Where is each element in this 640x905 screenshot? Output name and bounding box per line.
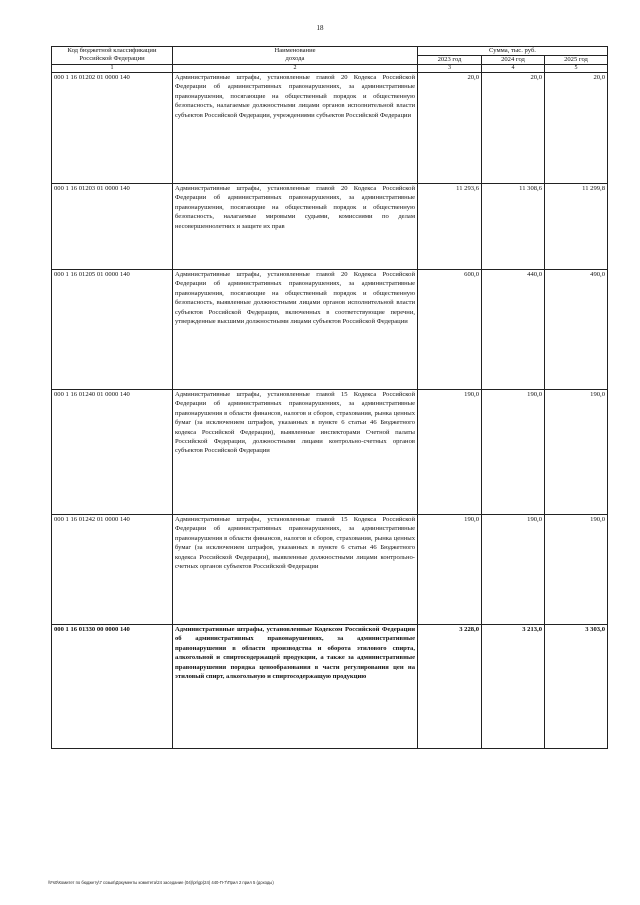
- row-amount-2023: 190,0: [418, 390, 482, 515]
- row-name: Административные штрафы, установленные главой 20 Кодекса Российской Федерации об административных правонарушениях, за административные правонарушения, посягающие на общественный порядок и общественную безопасность, выявленные должностными лицами органов исполнительной власти субъектов Российской Федерации, включенных в соответствующие перечни, утвержденные высшими должностными лицами субъектов Российской Федерации: [173, 270, 418, 390]
- header-year-2024: 2024 год: [482, 56, 545, 65]
- row-amount-2024: 11 308,6: [482, 184, 545, 270]
- table-row: [52, 390, 608, 515]
- table-header-row: [52, 47, 608, 56]
- column-index: 4: [482, 65, 545, 73]
- header-name-line2: дохода: [285, 55, 305, 63]
- row-name: Административные штрафы, установленные главой 20 Кодекса Российской Федерации об административных правонарушениях, за административные правонарушения, посягающие на общественный порядок и общественную безопасность, налагаемые должностными лицами органов исполнительной власти субъектов Российской Федерации, учреждениями субъектов Российской Федерации: [173, 73, 418, 184]
- row-amount-2025: 190,0: [545, 390, 608, 515]
- header-name-line1: Наименование: [274, 47, 316, 54]
- row-amount-2025: 11 299,8: [545, 184, 608, 270]
- column-index: 5: [545, 65, 608, 73]
- row-name: Административные штрафы, установленные главой 20 Кодекса Российской Федерации об административных правонарушениях, за административные правонарушения, посягающие на общественный порядок и общественную безопасность, налагаемые мировыми судьями, комиссиями по делам несовершеннолетних и защите их прав: [173, 184, 418, 270]
- row-amount-2024: 440,0: [482, 270, 545, 390]
- row-code: 000 1 16 01202 01 0000 140: [52, 73, 173, 184]
- row-amount-2025: 490,0: [545, 270, 608, 390]
- row-amount-2024: 20,0: [482, 73, 545, 184]
- row-amount-2024: 3 213,0: [482, 625, 545, 749]
- row-amount-2025: 190,0: [545, 515, 608, 625]
- table-row: [52, 184, 608, 270]
- row-amount-2023: 20,0: [418, 73, 482, 184]
- row-code: 000 1 16 01330 00 0000 140: [52, 625, 173, 749]
- header-year-2025: 2025 год: [545, 56, 608, 65]
- row-amount-2023: 190,0: [418, 515, 482, 625]
- header-name: [173, 47, 418, 65]
- column-index: 2: [173, 65, 418, 73]
- table-row: [52, 515, 608, 625]
- row-amount-2024: 190,0: [482, 515, 545, 625]
- header-year-2023: 2023 год: [418, 56, 482, 65]
- row-amount-2025: 3 303,0: [545, 625, 608, 749]
- row-name: Административные штрафы, установленные Кодексом Российской Федерации об административных правонарушениях, за административные правонарушения в области производства и оборота этилового спирта, алкогольной и спиртосодержащей продукции, а также за административные правонарушения порядка ценообразования в части регулирования цен на этиловый спирт, алкогольную и спиртосодержащую продукцию: [173, 625, 418, 749]
- column-index: 1: [52, 65, 173, 73]
- row-amount-2025: 20,0: [545, 73, 608, 184]
- row-name: Административные штрафы, установленные главой 15 Кодекса Российской Федерации об административных правонарушениях, за административные правонарушения в области финансов, налогов и сборов, страхования, рынка ценных бумаг (за исключением штрафов, указанных в пункте 6 статьи 46 Бюджетного кодекса Российской Федерации), выявленные инспекторами Счетной палаты Российской Федерации, должностными лицами контрольно-счетных органов субъектов Российской Федерации: [173, 390, 418, 515]
- row-code: 000 1 16 01242 01 0000 140: [52, 515, 173, 625]
- row-amount-2023: 3 228,0: [418, 625, 482, 749]
- page-number: 18: [316, 24, 324, 32]
- file-path-footer: \\Fs0\Комитет по бюджету\7 созыв\Документы комитета\24 заседание (04)\pr\gp(24) 440-П-7\Прил 2 прил 5 (доходы): [48, 880, 274, 885]
- header-sum: Сумма, тыс. руб.: [418, 47, 608, 56]
- header-code: Код бюджетной классификации Российской Федерации: [52, 47, 173, 65]
- row-code: 000 1 16 01205 01 0000 140: [52, 270, 173, 390]
- row-code: 000 1 16 01203 01 0000 140: [52, 184, 173, 270]
- row-amount-2023: 600,0: [418, 270, 482, 390]
- budget-revenue-table: [51, 46, 608, 749]
- table-row: [52, 73, 608, 184]
- table-row: [52, 625, 608, 749]
- row-name: Административные штрафы, установленные главой 15 Кодекса Российской Федерации об административных правонарушениях, за административные правонарушения в области финансов, налогов и сборов, страхования, рынка ценных бумаг (за исключением штрафов, указанных в пункте 6 статьи 46 Бюджетного кодекса Российской Федерации), выявленные должностными лицами контрольно-счетных органов субъектов Российской Федерации: [173, 515, 418, 625]
- table-row: [52, 270, 608, 390]
- column-index: 3: [418, 65, 482, 73]
- row-amount-2024: 190,0: [482, 390, 545, 515]
- column-index-row: [52, 65, 608, 73]
- row-code: 000 1 16 01240 01 0000 140: [52, 390, 173, 515]
- row-amount-2023: 11 293,6: [418, 184, 482, 270]
